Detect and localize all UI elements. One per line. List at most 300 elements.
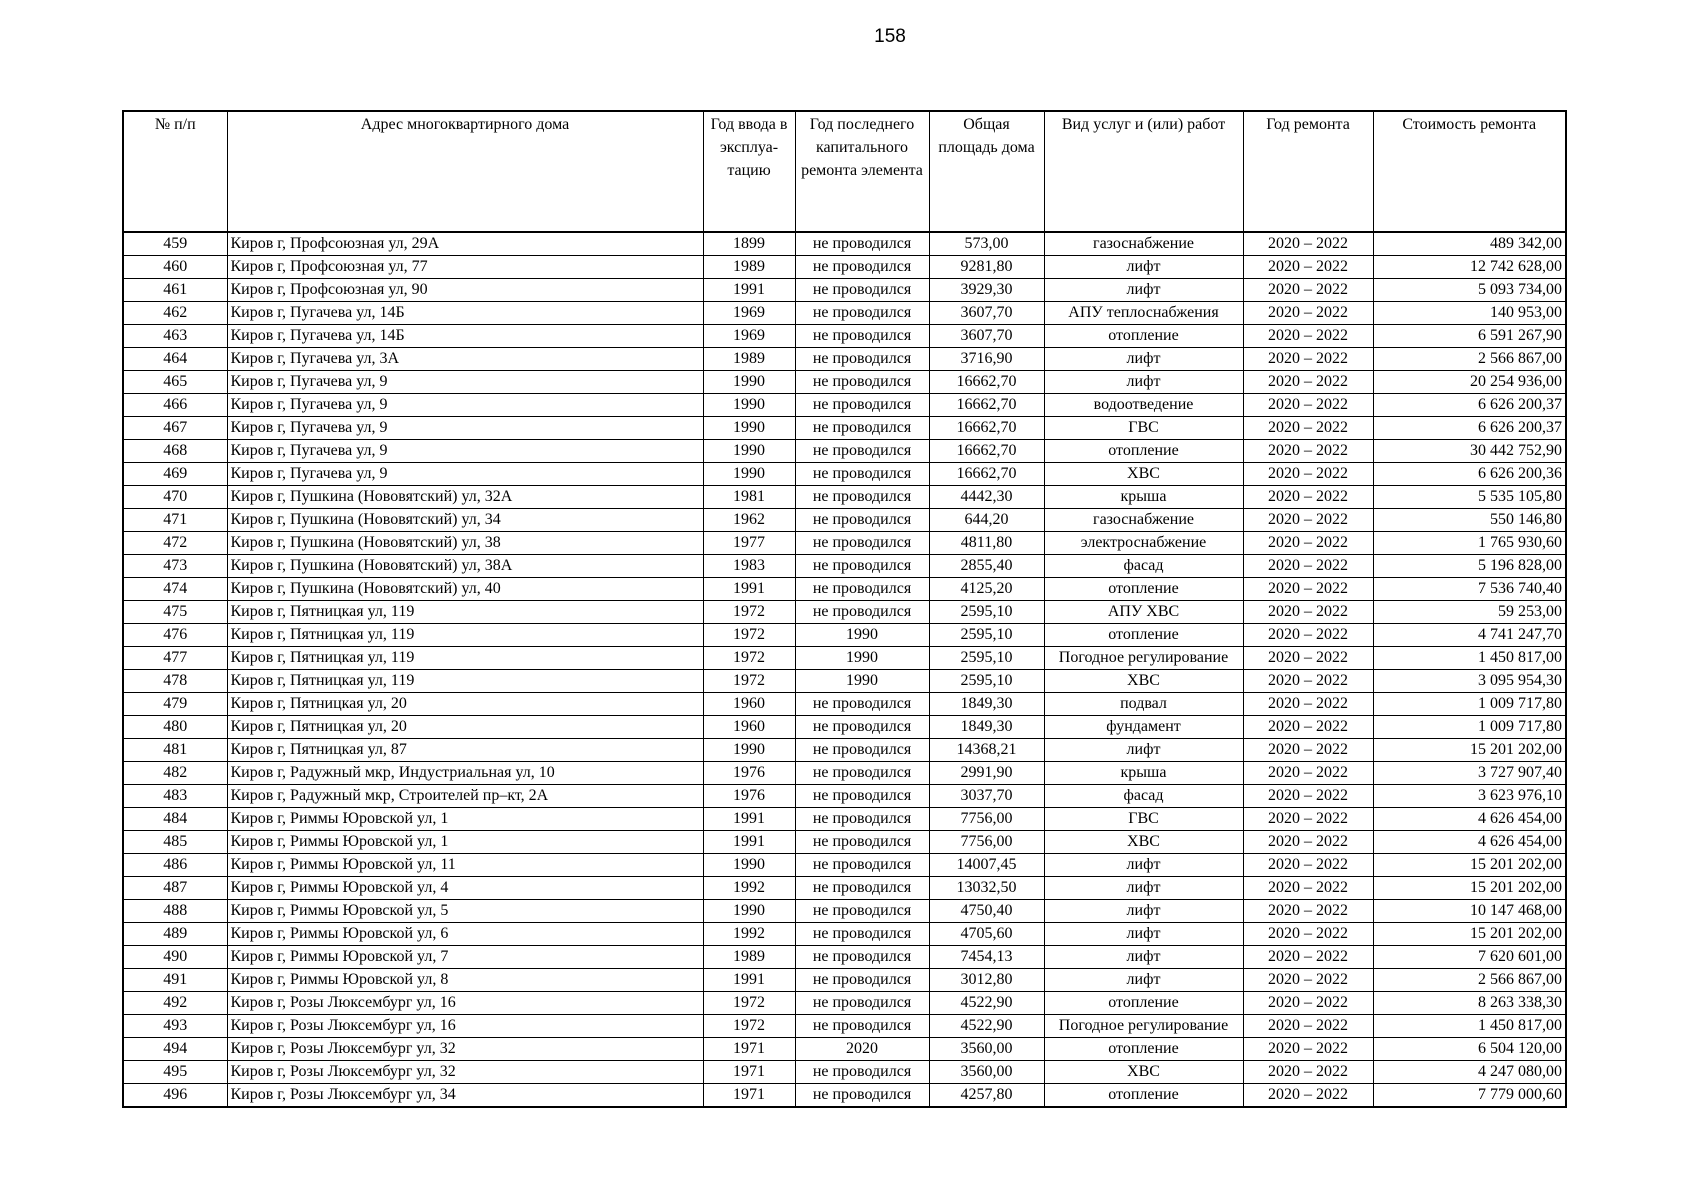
cell-repair-cost: 3 727 907,40 (1373, 762, 1566, 785)
cell-work-type: фасад (1044, 555, 1243, 578)
cell-total-area: 16662,70 (929, 417, 1044, 440)
cell-repair-period: 2020 – 2022 (1243, 923, 1373, 946)
cell-address: Киров г, Розы Люксембург ул, 16 (227, 1015, 703, 1038)
cell-repair-cost: 10 147 468,00 (1373, 900, 1566, 923)
cell-row-number: 490 (123, 946, 227, 969)
cell-address: Киров г, Риммы Юровской ул, 1 (227, 831, 703, 854)
cell-repair-cost: 5 535 105,80 (1373, 486, 1566, 509)
cell-last-repair-year: 2020 (795, 1038, 929, 1061)
cell-row-number: 479 (123, 693, 227, 716)
table-row (123, 739, 1566, 762)
cell-row-number: 475 (123, 601, 227, 624)
cell-address: Киров г, Риммы Юровской ул, 7 (227, 946, 703, 969)
cell-repair-cost: 4 247 080,00 (1373, 1061, 1566, 1084)
cell-work-type: крыша (1044, 486, 1243, 509)
cell-last-repair-year: не проводился (795, 232, 929, 256)
cell-last-repair-year: не проводился (795, 762, 929, 785)
header-row-number: № п/п (123, 111, 227, 232)
cell-address: Киров г, Риммы Юровской ул, 8 (227, 969, 703, 992)
cell-last-repair-year: не проводился (795, 693, 929, 716)
cell-total-area: 3929,30 (929, 279, 1044, 302)
cell-repair-cost: 6 626 200,37 (1373, 417, 1566, 440)
cell-work-type: крыша (1044, 762, 1243, 785)
cell-address: Киров г, Радужный мкр, Строителей пр–кт, 2А (227, 785, 703, 808)
cell-repair-cost: 7 779 000,60 (1373, 1084, 1566, 1108)
cell-work-type: отопление (1044, 1084, 1243, 1108)
table-row (123, 808, 1566, 831)
cell-last-repair-year: не проводился (795, 739, 929, 762)
cell-repair-cost: 140 953,00 (1373, 302, 1566, 325)
cell-total-area: 9281,80 (929, 256, 1044, 279)
table-row (123, 279, 1566, 302)
cell-last-repair-year: не проводился (795, 348, 929, 371)
cell-repair-cost: 550 146,80 (1373, 509, 1566, 532)
cell-row-number: 462 (123, 302, 227, 325)
cell-work-type: отопление (1044, 1038, 1243, 1061)
cell-row-number: 468 (123, 440, 227, 463)
cell-repair-period: 2020 – 2022 (1243, 601, 1373, 624)
cell-repair-cost: 6 504 120,00 (1373, 1038, 1566, 1061)
cell-commission-year: 1991 (703, 279, 795, 302)
cell-row-number: 465 (123, 371, 227, 394)
cell-row-number: 480 (123, 716, 227, 739)
cell-total-area: 14007,45 (929, 854, 1044, 877)
cell-repair-period: 2020 – 2022 (1243, 762, 1373, 785)
cell-repair-cost: 1 009 717,80 (1373, 716, 1566, 739)
table-row (123, 877, 1566, 900)
cell-repair-period: 2020 – 2022 (1243, 647, 1373, 670)
cell-work-type: лифт (1044, 348, 1243, 371)
cell-row-number: 484 (123, 808, 227, 831)
header-address: Адрес многоквартирного дома (227, 111, 703, 232)
table-row (123, 854, 1566, 877)
cell-repair-period: 2020 – 2022 (1243, 900, 1373, 923)
table-row (123, 900, 1566, 923)
cell-row-number: 477 (123, 647, 227, 670)
cell-repair-cost: 15 201 202,00 (1373, 739, 1566, 762)
cell-address: Киров г, Пятницкая ул, 20 (227, 716, 703, 739)
cell-commission-year: 1972 (703, 1015, 795, 1038)
header-work-type: Вид услуг и (или) работ (1044, 111, 1243, 232)
cell-repair-period: 2020 – 2022 (1243, 670, 1373, 693)
table-row (123, 325, 1566, 348)
cell-repair-period: 2020 – 2022 (1243, 716, 1373, 739)
cell-commission-year: 1981 (703, 486, 795, 509)
cell-row-number: 487 (123, 877, 227, 900)
cell-row-number: 486 (123, 854, 227, 877)
cell-repair-period: 2020 – 2022 (1243, 1084, 1373, 1108)
cell-repair-period: 2020 – 2022 (1243, 325, 1373, 348)
cell-address: Киров г, Розы Люксембург ул, 32 (227, 1038, 703, 1061)
cell-commission-year: 1977 (703, 532, 795, 555)
cell-last-repair-year: не проводился (795, 509, 929, 532)
cell-total-area: 2595,10 (929, 670, 1044, 693)
cell-work-type: газоснабжение (1044, 509, 1243, 532)
cell-work-type: отопление (1044, 440, 1243, 463)
cell-commission-year: 1969 (703, 325, 795, 348)
table-row (123, 232, 1566, 256)
cell-work-type: лифт (1044, 256, 1243, 279)
cell-total-area: 7756,00 (929, 831, 1044, 854)
cell-last-repair-year: не проводился (795, 1061, 929, 1084)
cell-commission-year: 1990 (703, 463, 795, 486)
cell-commission-year: 1990 (703, 417, 795, 440)
cell-repair-cost: 7 536 740,40 (1373, 578, 1566, 601)
cell-row-number: 461 (123, 279, 227, 302)
cell-work-type: АПУ теплоснабжения (1044, 302, 1243, 325)
cell-total-area: 573,00 (929, 232, 1044, 256)
cell-row-number: 488 (123, 900, 227, 923)
cell-last-repair-year: не проводился (795, 371, 929, 394)
cell-total-area: 3607,70 (929, 325, 1044, 348)
cell-last-repair-year: не проводился (795, 1084, 929, 1108)
cell-repair-cost: 5 196 828,00 (1373, 555, 1566, 578)
cell-work-type: электроснабжение (1044, 532, 1243, 555)
cell-repair-cost: 20 254 936,00 (1373, 371, 1566, 394)
table-row (123, 348, 1566, 371)
cell-work-type: лифт (1044, 877, 1243, 900)
cell-commission-year: 1972 (703, 992, 795, 1015)
cell-work-type: лифт (1044, 969, 1243, 992)
cell-address: Киров г, Риммы Юровской ул, 6 (227, 923, 703, 946)
cell-commission-year: 1976 (703, 785, 795, 808)
cell-row-number: 470 (123, 486, 227, 509)
cell-total-area: 16662,70 (929, 371, 1044, 394)
cell-last-repair-year: не проводился (795, 578, 929, 601)
cell-row-number: 492 (123, 992, 227, 1015)
cell-total-area: 4705,60 (929, 923, 1044, 946)
cell-repair-cost: 4 626 454,00 (1373, 831, 1566, 854)
cell-address: Киров г, Пугачева ул, 9 (227, 394, 703, 417)
cell-address: Киров г, Пугачева ул, 9 (227, 371, 703, 394)
cell-last-repair-year: не проводился (795, 279, 929, 302)
cell-address: Киров г, Пугачева ул, 14Б (227, 302, 703, 325)
cell-address: Киров г, Профсоюзная ул, 29А (227, 232, 703, 256)
cell-row-number: 467 (123, 417, 227, 440)
cell-commission-year: 1960 (703, 693, 795, 716)
cell-commission-year: 1989 (703, 256, 795, 279)
cell-work-type: отопление (1044, 624, 1243, 647)
cell-work-type: ХВС (1044, 1061, 1243, 1084)
cell-address: Киров г, Пушкина (Нововятский) ул, 40 (227, 578, 703, 601)
cell-row-number: 482 (123, 762, 227, 785)
cell-row-number: 491 (123, 969, 227, 992)
cell-last-repair-year: не проводился (795, 923, 929, 946)
cell-row-number: 489 (123, 923, 227, 946)
cell-last-repair-year: не проводился (795, 946, 929, 969)
cell-work-type: ХВС (1044, 831, 1243, 854)
cell-repair-period: 2020 – 2022 (1243, 1061, 1373, 1084)
cell-last-repair-year: не проводился (795, 992, 929, 1015)
cell-total-area: 16662,70 (929, 440, 1044, 463)
cell-repair-period: 2020 – 2022 (1243, 440, 1373, 463)
cell-total-area: 4522,90 (929, 1015, 1044, 1038)
cell-work-type: отопление (1044, 578, 1243, 601)
cell-commission-year: 1991 (703, 578, 795, 601)
cell-row-number: 460 (123, 256, 227, 279)
cell-total-area: 4522,90 (929, 992, 1044, 1015)
cell-work-type: ХВС (1044, 670, 1243, 693)
table-row (123, 394, 1566, 417)
header-total-area: Общая площадь дома (929, 111, 1044, 232)
cell-row-number: 483 (123, 785, 227, 808)
cell-repair-period: 2020 – 2022 (1243, 232, 1373, 256)
cell-last-repair-year: не проводился (795, 831, 929, 854)
cell-row-number: 496 (123, 1084, 227, 1108)
cell-row-number: 474 (123, 578, 227, 601)
cell-address: Киров г, Розы Люксембург ул, 16 (227, 992, 703, 1015)
cell-commission-year: 1899 (703, 232, 795, 256)
cell-address: Киров г, Риммы Юровской ул, 11 (227, 854, 703, 877)
cell-repair-cost: 15 201 202,00 (1373, 854, 1566, 877)
cell-commission-year: 1983 (703, 555, 795, 578)
cell-repair-cost: 4 626 454,00 (1373, 808, 1566, 831)
table-row (123, 601, 1566, 624)
cell-address: Киров г, Пятницкая ул, 119 (227, 647, 703, 670)
cell-last-repair-year: не проводился (795, 716, 929, 739)
cell-commission-year: 1971 (703, 1084, 795, 1108)
cell-commission-year: 1972 (703, 647, 795, 670)
table-row (123, 762, 1566, 785)
cell-total-area: 3607,70 (929, 302, 1044, 325)
cell-last-repair-year: не проводился (795, 854, 929, 877)
cell-commission-year: 1962 (703, 509, 795, 532)
cell-repair-cost: 1 450 817,00 (1373, 1015, 1566, 1038)
cell-work-type: лифт (1044, 279, 1243, 302)
cell-commission-year: 1990 (703, 900, 795, 923)
cell-repair-cost: 12 742 628,00 (1373, 256, 1566, 279)
cell-commission-year: 1990 (703, 854, 795, 877)
cell-repair-period: 2020 – 2022 (1243, 509, 1373, 532)
cell-commission-year: 1971 (703, 1061, 795, 1084)
cell-row-number: 485 (123, 831, 227, 854)
table-row (123, 1038, 1566, 1061)
cell-repair-period: 2020 – 2022 (1243, 946, 1373, 969)
cell-last-repair-year: не проводился (795, 900, 929, 923)
cell-repair-period: 2020 – 2022 (1243, 877, 1373, 900)
cell-total-area: 1849,30 (929, 716, 1044, 739)
cell-commission-year: 1972 (703, 601, 795, 624)
cell-address: Киров г, Пугачева ул, 3А (227, 348, 703, 371)
table-row (123, 417, 1566, 440)
cell-repair-period: 2020 – 2022 (1243, 532, 1373, 555)
cell-repair-period: 2020 – 2022 (1243, 417, 1373, 440)
table-row (123, 486, 1566, 509)
cell-last-repair-year: не проводился (795, 440, 929, 463)
cell-repair-cost: 1 450 817,00 (1373, 647, 1566, 670)
cell-commission-year: 1992 (703, 923, 795, 946)
cell-commission-year: 1960 (703, 716, 795, 739)
table-row (123, 371, 1566, 394)
cell-commission-year: 1989 (703, 946, 795, 969)
cell-address: Киров г, Пятницкая ул, 119 (227, 624, 703, 647)
cell-address: Киров г, Пугачева ул, 9 (227, 440, 703, 463)
cell-work-type: ГВС (1044, 417, 1243, 440)
cell-last-repair-year: не проводился (795, 256, 929, 279)
cell-repair-cost: 3 623 976,10 (1373, 785, 1566, 808)
cell-work-type: отопление (1044, 325, 1243, 348)
cell-repair-period: 2020 – 2022 (1243, 831, 1373, 854)
cell-repair-cost: 2 566 867,00 (1373, 969, 1566, 992)
cell-work-type: водоотведение (1044, 394, 1243, 417)
cell-address: Киров г, Пугачева ул, 9 (227, 463, 703, 486)
cell-repair-period: 2020 – 2022 (1243, 624, 1373, 647)
cell-repair-period: 2020 – 2022 (1243, 854, 1373, 877)
cell-work-type: лифт (1044, 900, 1243, 923)
cell-total-area: 14368,21 (929, 739, 1044, 762)
cell-commission-year: 1972 (703, 624, 795, 647)
cell-repair-period: 2020 – 2022 (1243, 1015, 1373, 1038)
cell-commission-year: 1990 (703, 440, 795, 463)
table-row (123, 1061, 1566, 1084)
cell-last-repair-year: не проводился (795, 555, 929, 578)
cell-commission-year: 1990 (703, 394, 795, 417)
cell-row-number: 478 (123, 670, 227, 693)
cell-row-number: 476 (123, 624, 227, 647)
cell-last-repair-year: не проводился (795, 532, 929, 555)
cell-repair-period: 2020 – 2022 (1243, 486, 1373, 509)
cell-total-area: 4811,80 (929, 532, 1044, 555)
cell-address: Киров г, Риммы Юровской ул, 1 (227, 808, 703, 831)
cell-total-area: 2595,10 (929, 624, 1044, 647)
cell-row-number: 471 (123, 509, 227, 532)
cell-commission-year: 1991 (703, 969, 795, 992)
cell-commission-year: 1990 (703, 739, 795, 762)
cell-work-type: АПУ ХВС (1044, 601, 1243, 624)
cell-address: Киров г, Розы Люксембург ул, 34 (227, 1084, 703, 1108)
table-row (123, 1084, 1566, 1108)
cell-row-number: 459 (123, 232, 227, 256)
cell-repair-period: 2020 – 2022 (1243, 578, 1373, 601)
table-row (123, 509, 1566, 532)
cell-total-area: 3560,00 (929, 1038, 1044, 1061)
cell-repair-period: 2020 – 2022 (1243, 256, 1373, 279)
cell-repair-cost: 3 095 954,30 (1373, 670, 1566, 693)
cell-total-area: 2991,90 (929, 762, 1044, 785)
cell-repair-cost: 5 093 734,00 (1373, 279, 1566, 302)
cell-total-area: 3560,00 (929, 1061, 1044, 1084)
cell-total-area: 2595,10 (929, 647, 1044, 670)
table-row (123, 785, 1566, 808)
table-row (123, 969, 1566, 992)
cell-total-area: 3037,70 (929, 785, 1044, 808)
cell-repair-cost: 2 566 867,00 (1373, 348, 1566, 371)
cell-commission-year: 1992 (703, 877, 795, 900)
cell-commission-year: 1969 (703, 302, 795, 325)
cell-address: Киров г, Пятницкая ул, 119 (227, 670, 703, 693)
cell-address: Киров г, Пушкина (Нововятский) ул, 32А (227, 486, 703, 509)
cell-last-repair-year: не проводился (795, 785, 929, 808)
cell-repair-cost: 4 741 247,70 (1373, 624, 1566, 647)
cell-work-type: фундамент (1044, 716, 1243, 739)
cell-total-area: 4750,40 (929, 900, 1044, 923)
cell-work-type: подвал (1044, 693, 1243, 716)
table-row (123, 647, 1566, 670)
cell-repair-cost: 6 626 200,36 (1373, 463, 1566, 486)
cell-repair-period: 2020 – 2022 (1243, 969, 1373, 992)
cell-repair-period: 2020 – 2022 (1243, 348, 1373, 371)
cell-address: Киров г, Радужный мкр, Индустриальная ул, 10 (227, 762, 703, 785)
cell-total-area: 16662,70 (929, 463, 1044, 486)
cell-total-area: 1849,30 (929, 693, 1044, 716)
cell-address: Киров г, Пушкина (Нововятский) ул, 38 (227, 532, 703, 555)
table-row (123, 555, 1566, 578)
table-row (123, 831, 1566, 854)
cell-address: Киров г, Пугачева ул, 14Б (227, 325, 703, 348)
cell-total-area: 7454,13 (929, 946, 1044, 969)
cell-row-number: 495 (123, 1061, 227, 1084)
table-row (123, 992, 1566, 1015)
cell-last-repair-year: не проводился (795, 302, 929, 325)
table-row (123, 716, 1566, 739)
cell-total-area: 16662,70 (929, 394, 1044, 417)
cell-repair-cost: 1 765 930,60 (1373, 532, 1566, 555)
cell-repair-period: 2020 – 2022 (1243, 739, 1373, 762)
table-row (123, 463, 1566, 486)
table-row (123, 532, 1566, 555)
cell-total-area: 4125,20 (929, 578, 1044, 601)
cell-commission-year: 1990 (703, 371, 795, 394)
cell-last-repair-year: 1990 (795, 624, 929, 647)
header-commission-year: Год ввода в эксплуа- тацию (703, 111, 795, 232)
cell-total-area: 4442,30 (929, 486, 1044, 509)
table-row (123, 670, 1566, 693)
cell-repair-cost: 1 009 717,80 (1373, 693, 1566, 716)
repair-registry-table (122, 110, 1567, 1108)
cell-work-type: ХВС (1044, 463, 1243, 486)
cell-last-repair-year: не проводился (795, 1015, 929, 1038)
cell-repair-period: 2020 – 2022 (1243, 693, 1373, 716)
cell-repair-period: 2020 – 2022 (1243, 463, 1373, 486)
cell-row-number: 472 (123, 532, 227, 555)
cell-address: Киров г, Профсоюзная ул, 77 (227, 256, 703, 279)
cell-repair-period: 2020 – 2022 (1243, 279, 1373, 302)
cell-address: Киров г, Пугачева ул, 9 (227, 417, 703, 440)
cell-repair-cost: 15 201 202,00 (1373, 877, 1566, 900)
cell-commission-year: 1991 (703, 831, 795, 854)
cell-address: Киров г, Риммы Юровской ул, 4 (227, 877, 703, 900)
cell-repair-cost: 6 626 200,37 (1373, 394, 1566, 417)
table-row (123, 946, 1566, 969)
cell-work-type: лифт (1044, 739, 1243, 762)
cell-address: Киров г, Профсоюзная ул, 90 (227, 279, 703, 302)
table-row (123, 302, 1566, 325)
cell-work-type: отопление (1044, 992, 1243, 1015)
page-number: 158 (874, 26, 906, 47)
cell-last-repair-year: 1990 (795, 647, 929, 670)
cell-work-type: фасад (1044, 785, 1243, 808)
table-row (123, 256, 1566, 279)
cell-address: Киров г, Пятницкая ул, 119 (227, 601, 703, 624)
table-row (123, 923, 1566, 946)
cell-repair-period: 2020 – 2022 (1243, 1038, 1373, 1061)
cell-work-type: Погодное регулирование (1044, 1015, 1243, 1038)
cell-work-type: лифт (1044, 923, 1243, 946)
table-row (123, 693, 1566, 716)
cell-repair-cost: 6 591 267,90 (1373, 325, 1566, 348)
cell-last-repair-year: не проводился (795, 325, 929, 348)
cell-work-type: лифт (1044, 946, 1243, 969)
cell-last-repair-year: 1990 (795, 670, 929, 693)
cell-repair-period: 2020 – 2022 (1243, 808, 1373, 831)
header-last-repair-year: Год последнего капитального ремонта элемента (795, 111, 929, 232)
cell-address: Киров г, Пятницкая ул, 87 (227, 739, 703, 762)
cell-commission-year: 1971 (703, 1038, 795, 1061)
table-row (123, 624, 1566, 647)
cell-last-repair-year: не проводился (795, 969, 929, 992)
cell-row-number: 481 (123, 739, 227, 762)
cell-repair-cost: 15 201 202,00 (1373, 923, 1566, 946)
